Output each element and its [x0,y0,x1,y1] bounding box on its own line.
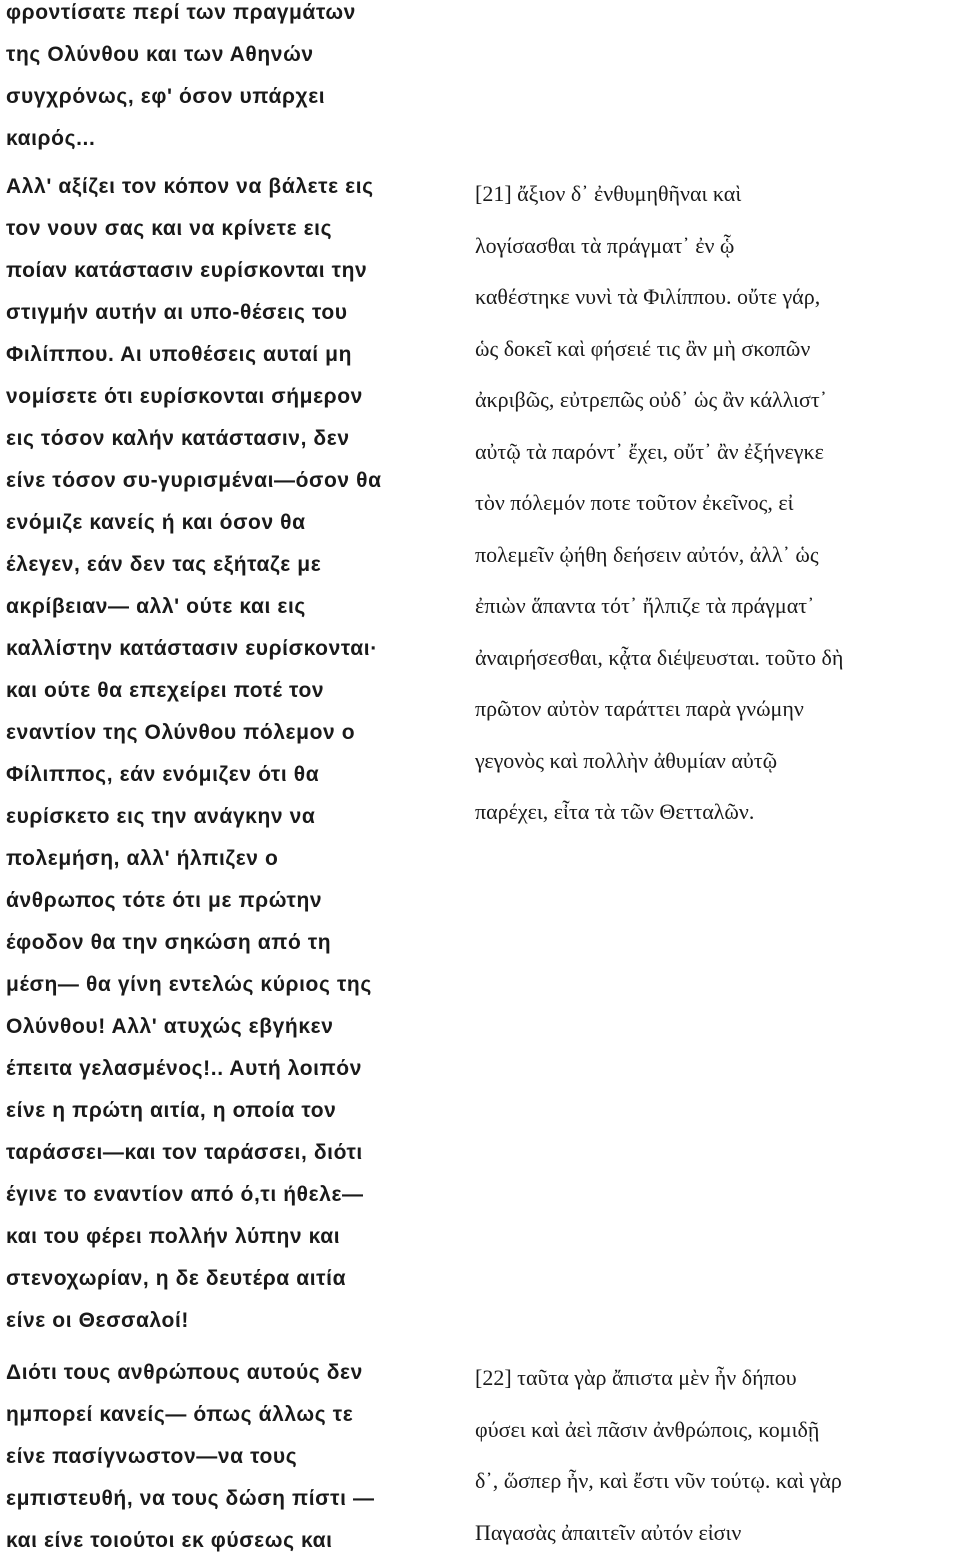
text-line: καθέστηκε νυνὶ τὰ Φιλίππου. οὔτε γάρ, [475,284,821,309]
text-line: ὡς δοκεῖ καὶ φήσειέ τις ἂν μὴ σκοπῶν [475,335,811,361]
text-line: συγχρόνως, εφ' όσον υπάρχει [6,85,326,108]
text-line: δ᾽, ὥσπερ ἦν, καὶ ἔστι νῦν τούτῳ. καὶ γὰρ [475,1468,842,1493]
text-line: έγινε το εναντίον από ό,τι ήθελε— [6,1183,364,1206]
text-line: πολεμεῖν ᾠήθη δεήσειν αὐτόν, ἀλλ᾽ ὡς [475,541,819,567]
text-line: καλλίστην κατάστασιν ευρίσκονται· [6,637,378,660]
original-paragraph [475,1352,960,1558]
text-line: Διότι τους ανθρώπους αυτούς δεν [6,1361,363,1384]
text-line: Ολύνθου! Αλλ' ατυχώς εβγήκεν [6,1015,334,1038]
text-line: καιρός... [6,127,96,150]
text-line: παρέχει, εἶτα τὰ τῶν Θετταλῶν. [475,799,755,824]
text-line: και του φέρει πολλήν λύπην και [6,1225,341,1248]
text-line: μέση— θα γίνη εντελώς κύριος της [6,973,372,996]
text-line: της Ολύνθου και των Αθηνών [6,43,314,66]
text-line: και είνε τοιούτοι εκ φύσεως και [6,1529,333,1552]
text-line: είνε οι Θεσσαλοί! [6,1309,189,1332]
text-line: ποίαν κατάστασιν ευρίσκονται την [6,259,368,282]
original-paragraph [475,168,960,838]
text-line: Αλλ' αξίζει τον κόπον να βάλετε εις [6,175,374,198]
text-line: έφοδον θα την σηκώση από τη [6,931,332,954]
text-line: έλεγεν, εάν δεν τας εξήταζε με [6,553,322,576]
text-line: ἀναιρήσεσθαι, κᾆτα διέψευσται. τοῦτο δὴ [475,644,844,670]
text-line: [22] ταῦτα γὰρ ἄπιστα μὲν ἦν δήπου [475,1365,797,1390]
text-line: Παγασὰς ἀπαιτεῖν αὐτόν εἰσιν [475,1519,742,1545]
text-line: φύσει καὶ ἀεὶ πᾶσιν ἀνθρώποις, κομιδῇ [475,1416,820,1442]
text-line: ἀκριβῶς, εὐτρεπῶς οὐδ᾽ ὡς ἂν κάλλιστ᾽ [475,387,828,412]
text-line: εμπιστευθή, να τους δώση πίστι — [6,1487,375,1510]
text-line: ταράσσει—και τον ταράσσει, διότι [6,1141,363,1164]
text-line: εναντίον της Ολύνθου πόλεμον ο [6,721,356,744]
text-line: είνε πασίγνωστον—να τους [6,1445,298,1468]
text-line: έπειτα γελασμένος!.. Αυτή λοιπόν [6,1057,362,1080]
translation-paragraph [6,0,458,160]
text-line: και ούτε θα επεχείρει ποτέ τον [6,679,325,702]
text-line: τον νουν σας και να κρίνετε εις [6,217,333,240]
text-line: είνε τόσον συ-γυρισμέναι—όσον θα [6,469,382,492]
text-line: νομίσετε ότι ευρίσκονται σήμερον [6,385,363,408]
text-line: τὸν πόλεμόν ποτε τοῦτον ἐκεῖνος, εἰ [475,490,794,515]
text-line: λογίσασθαι τὰ πράγματ᾽ ἐν ᾧ [475,232,735,258]
text-line: φροντίσατε περί των πραγμάτων [6,1,356,24]
text-line: στενοχωρίαν, η δε δευτέρα αιτία [6,1267,347,1290]
text-line: ακρίβειαν— αλλ' ούτε και εις [6,595,306,618]
text-line: Φιλίππου. Αι υποθέσεις αυταί μη [6,343,352,366]
text-line: ημπορεί κανείς— όπως άλλως τε [6,1403,354,1426]
translation-paragraph [6,166,458,1342]
text-line: άνθρωπος τότε ότι με πρώτην [6,889,323,912]
text-line: αὐτῷ τὰ παρόντ᾽ ἔχει, οὔτ᾽ ἂν ἐξήνεγκε [475,438,824,464]
text-line: Φίλιππος, εάν ενόμιζεν ότι θα [6,763,320,786]
text-line: στιγμήν αυτήν αι υπο-θέσεις του [6,301,348,324]
text-line: εις τόσον καλήν κατάστασιν, δεν [6,427,350,450]
text-line: [21] ἄξιον δ᾽ ἐνθυμηθῆναι καὶ [475,181,742,206]
translation-paragraph [6,1352,458,1562]
text-line: ευρίσκετο εις την ανάγκην να [6,805,316,828]
text-line: πολεμήση, αλλ' ήλπιζεν ο [6,847,279,870]
text-line: πρῶτον αὐτὸν ταράττει παρὰ γνώμην [475,696,804,721]
text-line: ενόμιζε κανείς ή και όσον θα [6,511,306,534]
text-line: ἐπιὼν ἅπαντα τότ᾽ ἤλπιζε τὰ πράγματ᾽ [475,593,815,618]
text-line: είνε η πρώτη αιτία, η οποία τον [6,1099,337,1122]
text-line: γεγονὸς καὶ πολλὴν ἀθυμίαν αὐτῷ [475,747,778,773]
